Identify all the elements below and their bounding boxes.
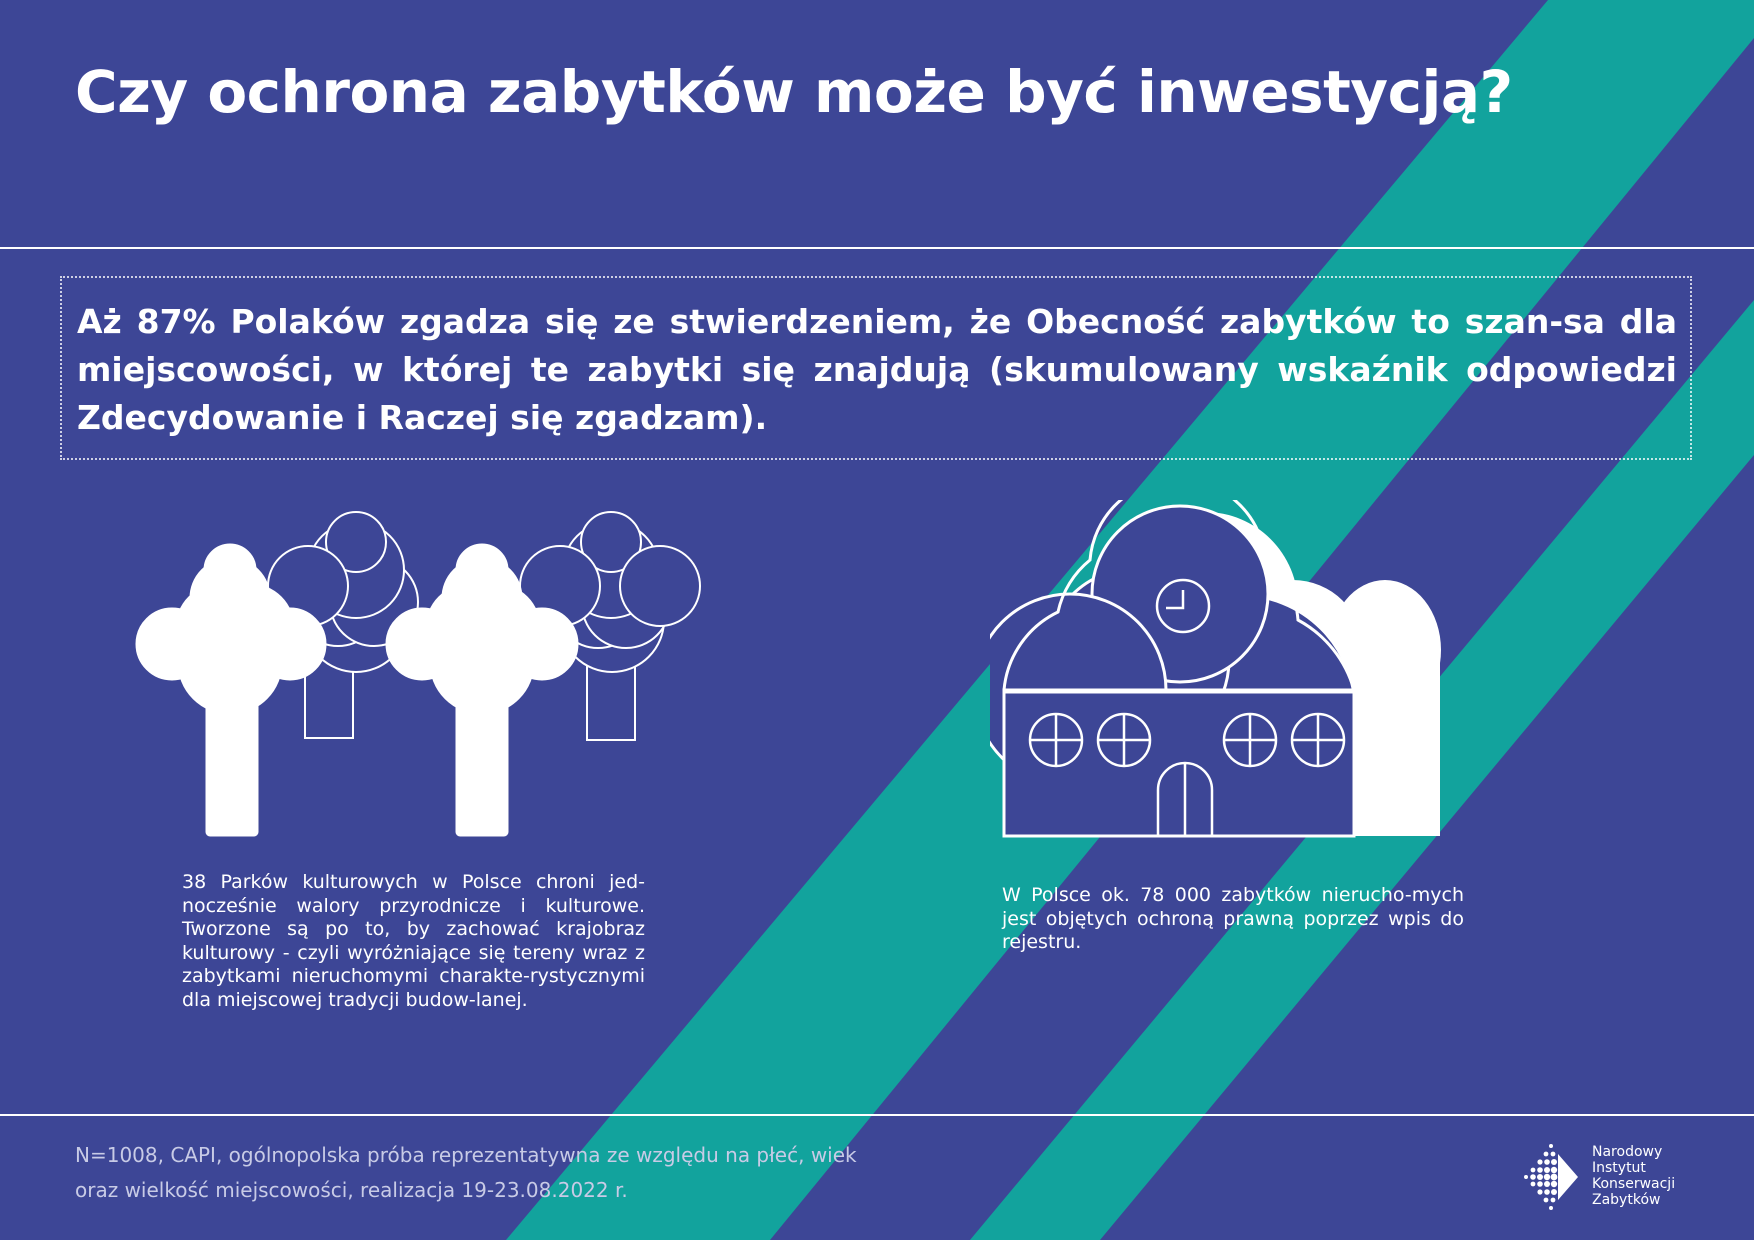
logo-text [1592,1144,1675,1208]
statement-box [60,276,1692,460]
historic-building-icon [990,500,1450,850]
nik-logo-icon [1520,1142,1582,1212]
logo-line-3: Konserwacji [1592,1176,1676,1192]
logo-line-1: Narodowy [1592,1144,1663,1160]
window-4 [1292,714,1344,766]
footnote-line-2: oraz wielkość miejscowości, realizacja 19-23.08.2022 r. [75,1178,628,1202]
window-2 [1098,714,1150,766]
parks-caption: 38 Parków kulturowych w Polsce chroni jed-nocześnie walory przyrodnicze i kulturowe. Tworzone są po to, by zachować krajobraz kulturowy - czyli wyróżniające się tereny wraz z zabytkami nieruchomymi charakte-rystycznymi dla miejscowej tradycji budow-lanej. [182,871,645,1011]
logo-line-2: Instytut [1592,1160,1646,1176]
methodology-footnote [75,1138,955,1208]
window-3 [1224,714,1276,766]
window-1 [1030,714,1082,766]
trees-icon [130,500,720,840]
top-divider [0,247,1754,249]
logo-line-4: Zabytków [1592,1192,1661,1208]
monuments-caption: W Polsce ok. 78 000 zabytków nierucho-mych jest objętych ochroną prawną poprzez wpis do rejestru. [1002,884,1464,953]
footnote-line-1: N=1008, CAPI, ogólnopolska próba reprezentatywna ze względu na płeć, wiek [75,1143,857,1167]
bottom-divider [0,1114,1754,1116]
statement-text: Aż 87% Polaków zgadza się ze stwierdzeniem, że Obecność zabytków to szan-sa dla miejscowości, w której te zabytki się znajdują (skumulowany wskaźnik odpowiedzi Zdecydowanie i Raczej się zgadzam). [77,302,1677,437]
institute-logo [1520,1138,1690,1213]
page-title: Czy ochrona zabytków może być inwestycją? [75,58,1513,126]
